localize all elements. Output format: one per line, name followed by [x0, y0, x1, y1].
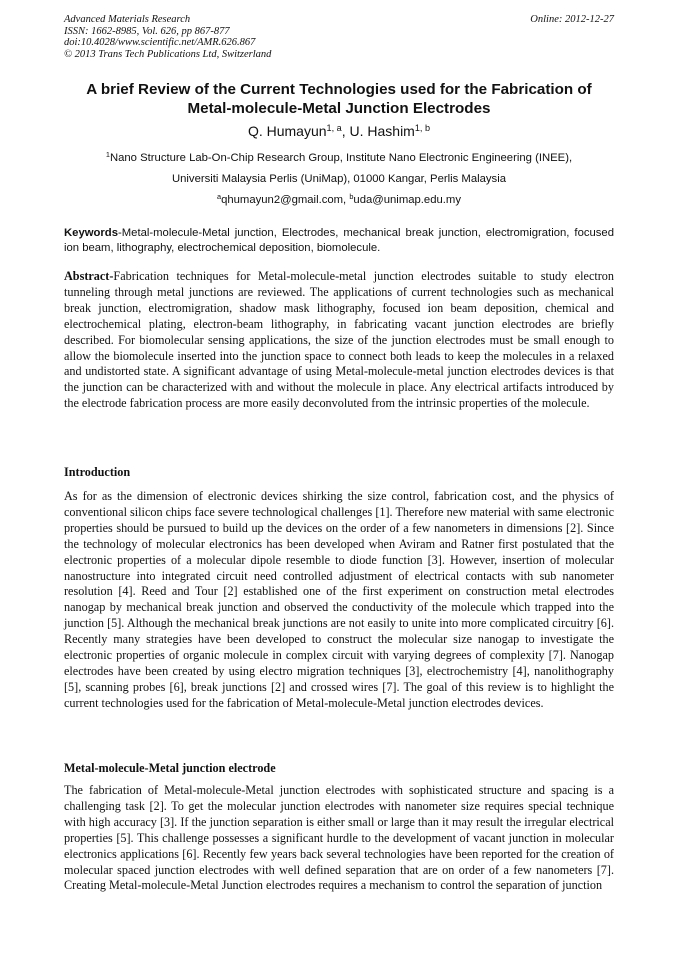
author-list: [40, 122, 638, 140]
email-b-mark: b: [349, 191, 354, 201]
online-date: Online: 2012-12-27: [530, 14, 614, 25]
author-2-affil-mark: 1, b: [414, 123, 431, 133]
author-1-affil-mark: 1, a: [326, 123, 342, 133]
affiliation-text-1: Nano Structure Lab-On-Chip Research Group, Institute Nano Electronic Engineering (INEE),: [109, 152, 573, 164]
email-a: qhumayun2@gmail.com,: [221, 194, 350, 206]
journal-header: [64, 14, 271, 60]
email-b: uda@unimap.edu.my: [353, 194, 461, 206]
title-line-2: Metal-molecule-Metal Junction Electrodes: [187, 100, 491, 117]
abstract-label: Abstract-: [64, 269, 114, 283]
abstract-text: Fabrication techniques for Metal-molecule-metal junction electrodes suitable to study electron tunneling through metal junctions are reviewed. The applications of current technologies such as mechanical break junction, electromigration, shadow mask lithography, focused ion beam deposition, chemical and electrochemical plating, electron-beam lithography, in fabricating vacant junction electrodes are briefly described. For biomolecular sensing applications, the size of the junction electrodes must be small enough to allow the biomolecule inserted into the junction space to connect both leads to keep the molecules in a relaxed and undistorted state. A significant advantage of using Metal-molecule-metal junction electrodes devices is that the junction can be characterized with and without the molecule in place. Any electrical artifacts introduced by the electrode fabrication process are more easily deconvoluted from the intrinsic properties of the molecule.: [64, 269, 614, 411]
author-separator: ,: [341, 123, 350, 139]
affiliation: [40, 148, 638, 211]
introduction-paragraph: As for as the dimension of electronic devices shirking the size control, fabrication cost, and the physics of conventional silicon chips face severe technological challenges [1]. Therefore new material with same electronic properties should be pursued to build up the devices on the order of a few nanometers in dimensions [2]. Since the technology of molecular electronics has been developed when Aviram and Ratner first postulated that the electronic properties of a molecular dipole resemble to diode function [3]. However, insertion of molecular nanostructure into integrated circuit need controlled adjustment of electrical contacts with sub nanometer resolution [4]. Reed and Tour [2] established one of the first experiment on construction metal electrodes nanogap by mechanical break junction and observed the conductivity of the molecule which trapped into the junction [5]. Although the mechanical break junctions are not easily to unite into more complicated circuitry [6]. Recently many strategies have been developed to construct the molecular size nanogap to investigate the electronic properties of organic molecule in complex circuit with varying degrees of complexity [7]. Nanogap electrodes have been created by using electro migration techniques [3], electrochemistry [4], nanolithography [5], scanning probes [6], break junctions [2] and crossed wires [7]. The goal of this review is to highlight the current technologies used for the fabrication of Metal-molecule-Metal junction electrodes devices.: [64, 489, 614, 710]
email-line: [40, 190, 638, 211]
author-2: U. Hashim: [349, 123, 415, 139]
keywords-label: Keywords: [64, 227, 118, 239]
section-heading-introduction: Introduction: [64, 465, 131, 479]
author-1: Q. Humayun: [247, 123, 327, 139]
junction-electrode-paragraph: The fabrication of Metal-molecule-Metal junction electrodes with sophisticated structure and spacing is a challenging task [2]. To get the molecular junction electrodes with nanometer size requires special technique with high accuracy [3]. If the junction separation is either small or large than it may result the irregular electrical properties [5]. This challenge possesses a significant hurdle to the development of vacant junction in molecular electronics applications [6]. Recently few years back several technologies have been reported for the creation of molecular spaced junction electrodes with well defined separation that are on order of a few nanometers [7]. Creating Metal-molecule-Metal Junction electrodes requires a mechanism to control the separation of junction: [64, 783, 614, 893]
doi-line: doi:10.4028/www.scientific.net/AMR.626.867: [64, 37, 256, 49]
journal-name: Advanced Materials Research: [64, 14, 191, 25]
section-heading-junction-electrode: Metal-molecule-Metal junction electrode: [64, 761, 276, 775]
title-line-1: A brief Review of the Current Technologies used for the Fabrication of: [86, 81, 592, 98]
copyright-line: © 2013 Trans Tech Publications Ltd, Switzerland: [64, 48, 272, 60]
affiliation-mark: 1: [105, 149, 110, 159]
paper-title: [40, 80, 638, 118]
keywords-paragraph: [64, 226, 614, 256]
keywords-text: -Metal-molecule-Metal junction, Electrodes, mechanical break junction, electromigration, focused ion beam, lithography, electrochemical deposition, biomolecule.: [64, 227, 614, 254]
issn-line: ISSN: 1662-8985, Vol. 626, pp 867-877: [64, 25, 230, 37]
email-a-mark: a: [217, 191, 222, 201]
affiliation-line-1: [40, 148, 638, 169]
abstract-paragraph: [64, 269, 614, 412]
affiliation-line-2: Universiti Malaysia Perlis (UniMap), 01000 Kangar, Perlis Malaysia: [171, 173, 506, 185]
